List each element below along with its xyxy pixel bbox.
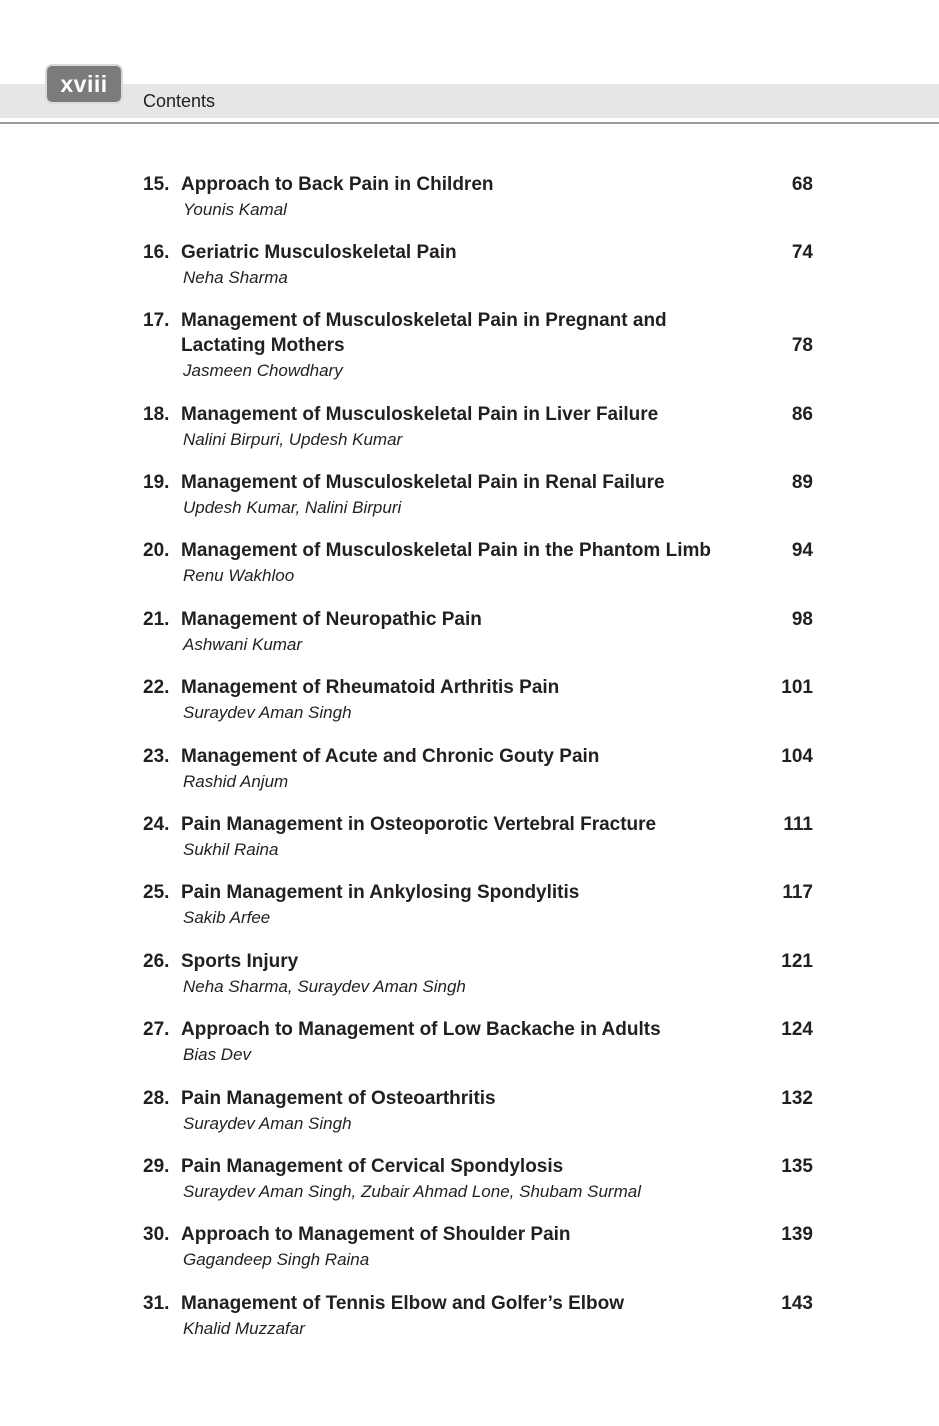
chapter-authors: Ashwani Kumar [183,635,303,654]
chapter-title: Pain Management in Ankylosing Spondylitis [181,882,580,903]
chapter-authors: Suraydev Aman Singh [183,1114,352,1133]
chapter-title: Approach to Management of Low Backache in Adults [181,1019,661,1040]
chapter-title: Pain Management in Osteoporotic Vertebral Fracture [181,814,657,835]
header-band [0,84,939,118]
chapter-number: 19. [143,472,170,493]
chapter-page: 86 [791,404,813,425]
chapter-page: 121 [781,951,813,972]
chapter-authors: Suraydev Aman Singh, Zubair Ahmad Lone, Shubam Surmal [183,1182,641,1201]
chapter-number: 20. [143,540,170,561]
chapter-number: 15. [143,174,170,195]
chapter-page: 111 [783,814,813,835]
chapter-page: 132 [781,1088,813,1109]
chapter-page: 89 [791,472,813,493]
header-rule [0,122,939,124]
chapter-page: 68 [791,174,813,195]
chapter-page: 74 [791,242,813,263]
chapter-page: 139 [781,1224,813,1245]
chapter-title: Management of Musculoskeletal Pain in Renal Failure [181,472,665,493]
chapter-page: 143 [781,1293,813,1314]
chapter-number: 29. [143,1156,170,1177]
chapter-number: 21. [143,609,170,630]
chapter-number: 30. [143,1224,170,1245]
chapter-page: 78 [791,335,813,356]
chapter-title: Sports Injury [181,951,299,972]
chapter-page: 135 [781,1156,813,1177]
page-number-badge: xviii [47,66,121,102]
chapter-page: 94 [791,540,813,561]
chapter-title: Management of Rheumatoid Arthritis Pain [181,677,560,698]
chapter-authors: Sukhil Raina [183,840,279,859]
chapter-title: Approach to Back Pain in Children [181,174,494,195]
chapter-authors: Updesh Kumar, Nalini Birpuri [183,498,402,517]
chapter-title: Pain Management of Osteoarthritis [181,1088,496,1109]
chapter-number: 27. [143,1019,170,1040]
chapter-title: Management of Musculoskeletal Pain in Liver Failure [181,404,659,425]
chapter-page: 124 [781,1019,813,1040]
chapter-title: Management of Acute and Chronic Gouty Pain [181,746,600,767]
chapter-authors: Gagandeep Singh Raina [183,1250,370,1269]
chapter-title: Geriatric Musculoskeletal Pain [181,242,457,263]
chapter-number: 23. [143,746,170,767]
chapter-number: 22. [143,677,170,698]
chapter-number: 24. [143,814,170,835]
chapter-title: Approach to Management of Shoulder Pain [181,1224,571,1245]
chapter-authors: Rashid Anjum [183,772,289,791]
chapter-title-line-2: Lactating Mothers [181,335,345,356]
chapter-title: Management of Tennis Elbow and Golfer’s Elbow [181,1293,625,1314]
chapter-title: Management of Neuropathic Pain [181,609,482,630]
chapter-title: Management of Musculoskeletal Pain in the Phantom Limb [181,540,711,561]
chapter-page: 104 [781,746,813,767]
chapter-page: 98 [791,609,813,630]
chapter-page: 101 [781,677,813,698]
chapter-number: 26. [143,951,170,972]
chapter-authors: Bias Dev [183,1045,252,1064]
chapter-number: 25. [143,882,170,903]
chapter-number: 28. [143,1088,170,1109]
chapter-authors: Younis Kamal [183,200,287,219]
chapter-number: 31. [143,1293,170,1314]
chapter-page: 117 [782,882,813,903]
chapter-authors: Suraydev Aman Singh [183,703,352,722]
chapter-authors: Sakib Arfee [183,908,271,927]
chapter-title: Pain Management of Cervical Spondylosis [181,1156,564,1177]
chapter-authors: Nalini Birpuri, Updesh Kumar [183,430,403,449]
chapter-number: 17. [143,310,170,331]
chapter-authors: Neha Sharma, Suraydev Aman Singh [183,977,466,996]
chapter-authors: Neha Sharma [183,268,288,287]
chapter-number: 18. [143,404,170,425]
chapter-authors: Renu Wakhloo [183,566,295,585]
running-header-title: Contents [143,91,216,111]
chapter-title-line-1: Management of Musculoskeletal Pain in Pregnant and [181,310,667,331]
chapter-authors: Jasmeen Chowdhary [183,361,343,380]
chapter-number: 16. [143,242,170,263]
chapter-authors: Khalid Muzzafar [183,1319,305,1338]
